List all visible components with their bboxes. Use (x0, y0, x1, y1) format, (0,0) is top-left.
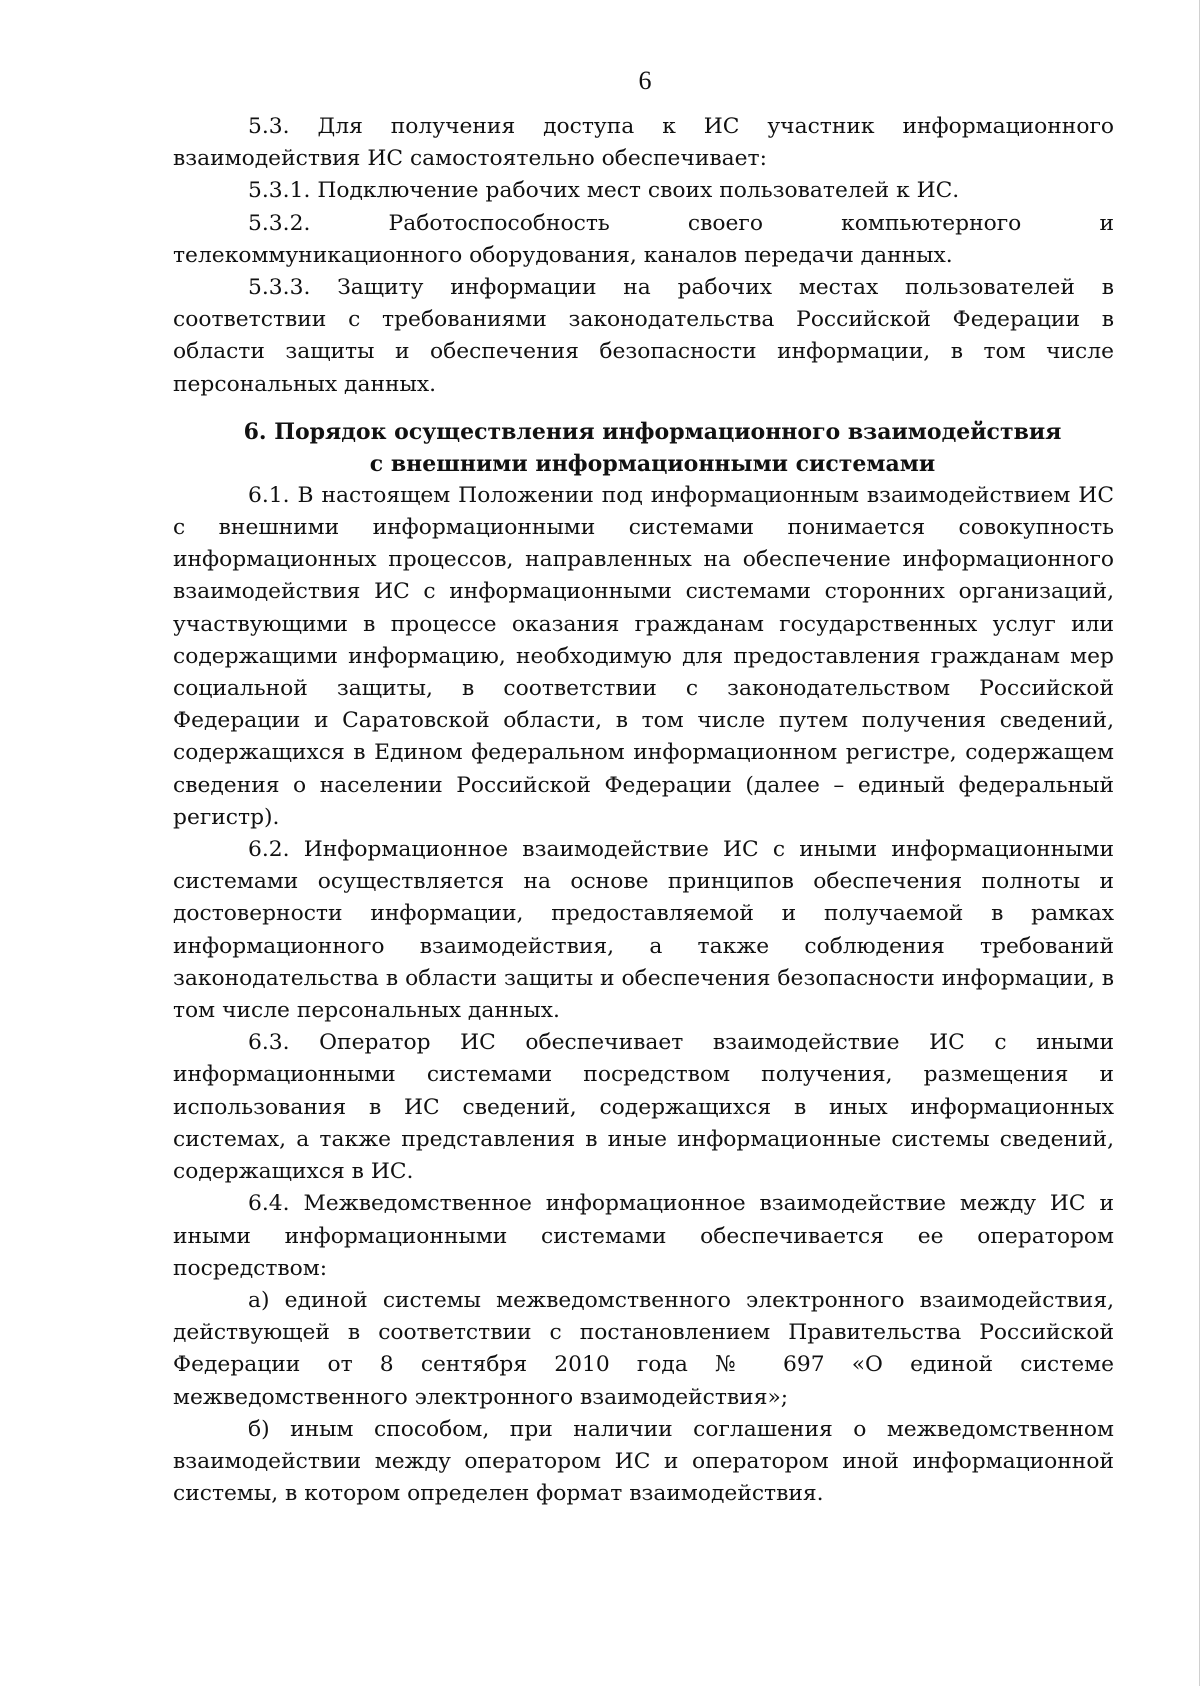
paragraph-6-4: 6.4. Межведомственное информационное взаимодействие между ИС и иными информационными системами обеспечивается ее оператором посредством: (173, 1191, 1114, 1281)
section-heading-line-2: с внешними информационными системами (369, 450, 936, 477)
paragraph-6-4-b: б) иным способом, при наличии соглашения о межведомственном взаимодействии между оператором ИС и оператором иной информационной системы, в котором определен формат взаимодействия. (173, 1416, 1114, 1507)
paragraph-6-2: 6.2. Информационное взаимодействие ИС с иными информационными системами осуществляется на основе принципов обеспечения полноты и достоверности информации, предоставляемой и получаемой в рамках информационного взаимодействия, а также соблюдения требований законодательства в области защиты и обеспечения безопасности информации, в том числе персональных данных. (173, 837, 1114, 1024)
paragraph-6-1: 6.1. В настоящем Положении под информационным взаимодействием ИС с внешними информационными системами понимается совокупность информационных процессов, направленных на обеспечение информационного взаимодействия ИС с информационными системами сторонних организаций, участвующими в процессе оказания гражданам государственных услуг или содержащими информацию, необходимую для предоставления гражданам мер социальной защиты, в соответствии с законодательством Российской Федерации и Саратовской области, в том числе путем получения сведений, содержащихся в Едином федеральном информационном регистре, содержащем сведения о населении Российской Федерации (далее – единый федеральный регистр). (173, 482, 1114, 830)
section-heading (173, 416, 1114, 480)
paragraph-5-3-1: 5.3.1. Подключение рабочих мест своих пользователей к ИС. (248, 178, 960, 204)
paragraph-6-3: 6.3. Оператор ИС обеспечивает взаимодействие ИС с иными информационными системами посредством получения, размещения и использования в ИС сведений, содержащихся в иных информационных системах, а также представления в иные информационные системы сведений, содержащихся в ИС. (173, 1030, 1114, 1185)
paragraph-5-3-3: 5.3.3. Защиту информации на рабочих местах пользователей в соответствии с требованиями законодательства Российской Федерации в области защиты и обеспечения безопасности информации, в том числе персональных данных. (173, 275, 1114, 397)
section-heading-line-1: 6. Порядок осуществления информационного взаимодействия (243, 418, 1062, 445)
paragraph-6-4-a: а) единой системы межведомственного электронного взаимодействия, действующей в соответствии с постановлением Правительства Российской Федерации от 8 сентября 2010 года № 697 «О единой системе межведомственного электронного взаимодействия»; (173, 1287, 1114, 1410)
paragraph-5-3-2: 5.3.2. Работоспособность своего компьютерного и телекоммуникационного оборудования, каналов передачи данных. (173, 210, 1114, 268)
paragraph-5-3: 5.3. Для получения доступа к ИС участник информационного взаимодействия ИС самостоятельно обеспечивает: (173, 114, 1114, 172)
page-number: 6 (638, 66, 652, 95)
document-body (173, 111, 1114, 1510)
